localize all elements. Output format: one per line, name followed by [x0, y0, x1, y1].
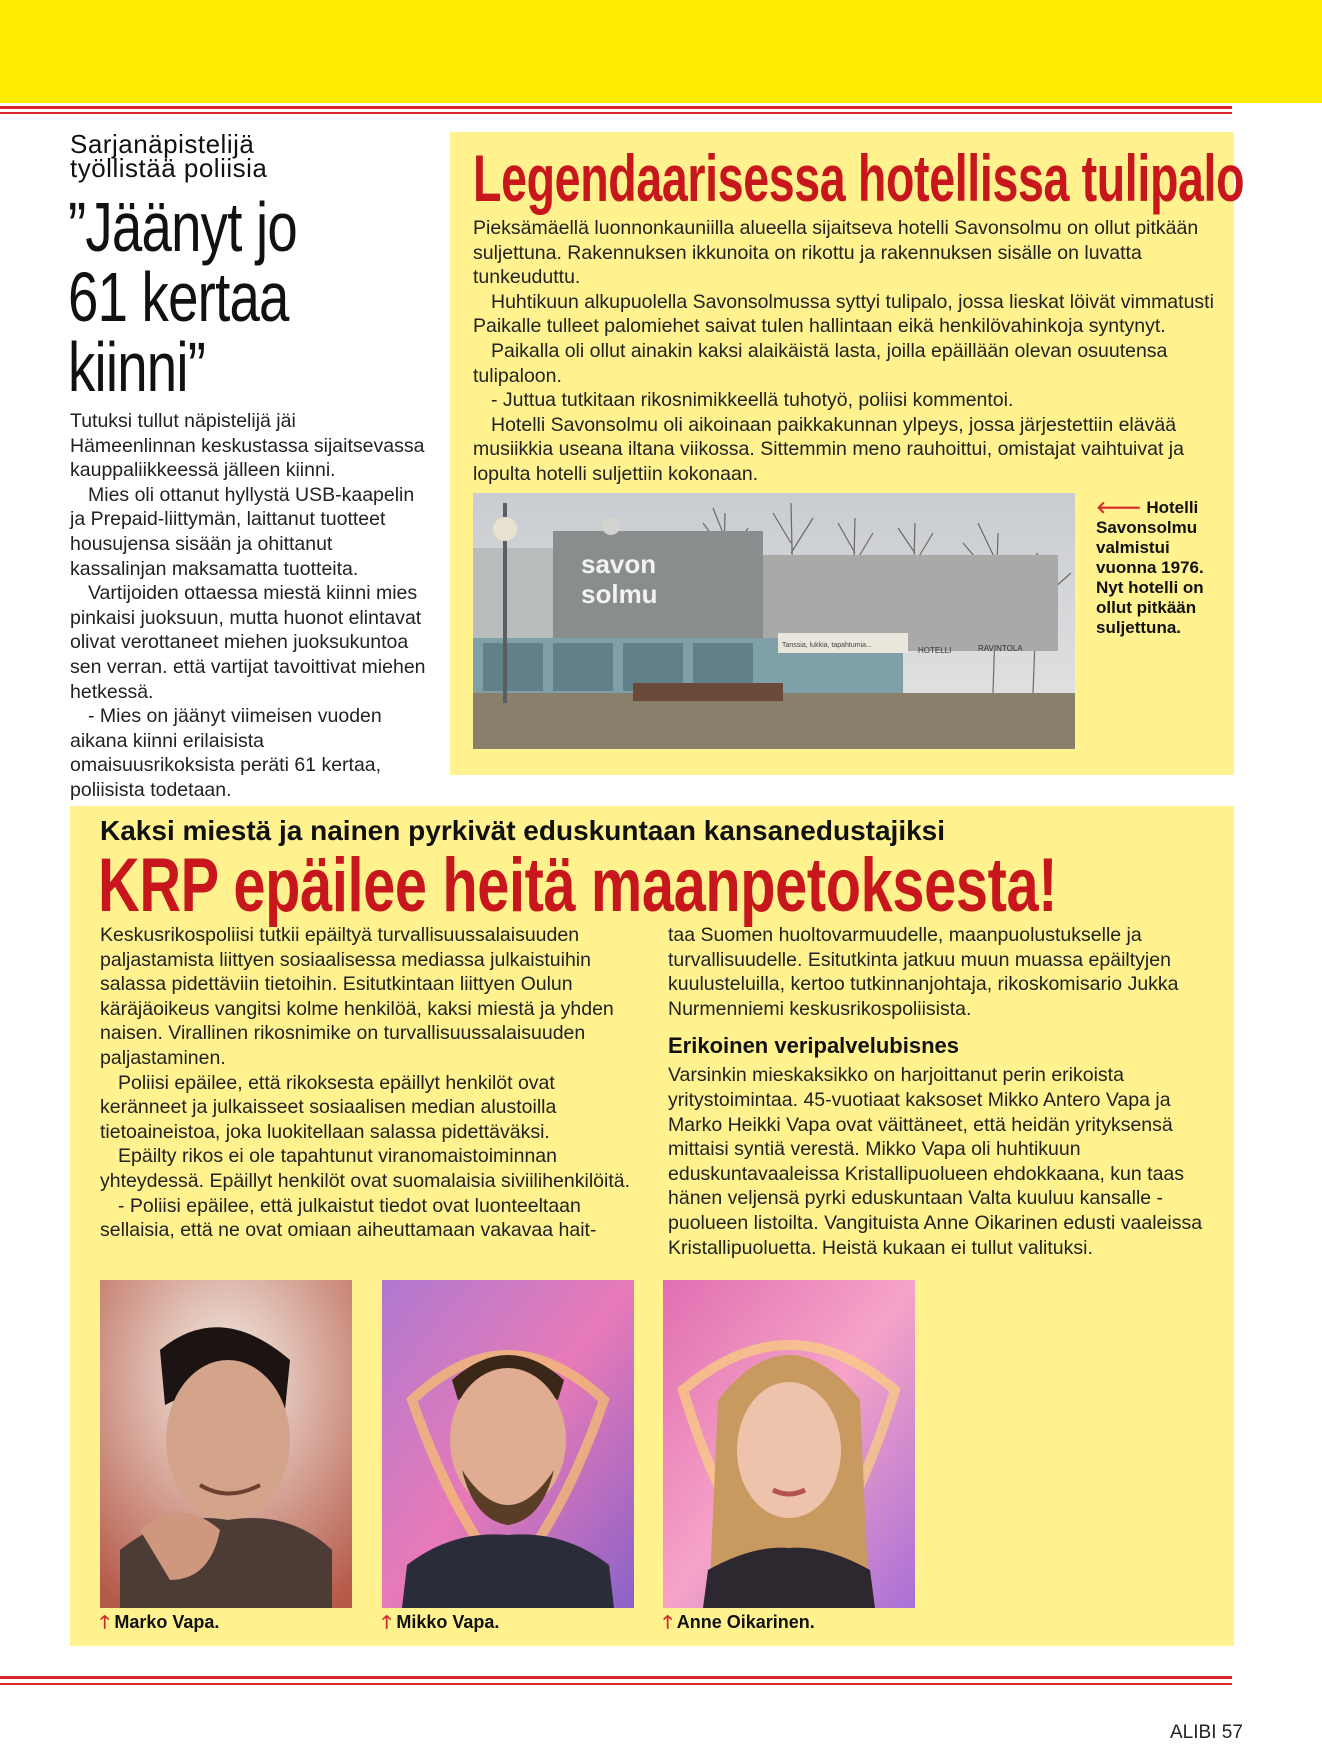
headline-line: ”Jäänyt jo: [68, 188, 297, 266]
headline-line: kiinni”: [68, 328, 206, 406]
top-rule-2: [0, 112, 1232, 114]
portrait-caption: [382, 1610, 499, 1640]
krp-column-1: [100, 923, 632, 1243]
paragraph: taa Suomen huoltovarmuudelle, maanpuolustukselle ja turvallisuudelle. Esitutkinta jatkuu muun muassa epäiltyjen kuulusteluilla, kertoo tutkinnanjohtaja, rikoskomisario Jukka Nurmenniemi keskusrikospoliisista.: [668, 924, 1179, 1020]
top-yellow-band: [0, 0, 1322, 103]
portrait-anne-oikarinen: [663, 1280, 915, 1608]
bottom-rule: [0, 1676, 1232, 1679]
top-rule: [0, 106, 1232, 109]
left-body: [70, 409, 426, 803]
paragraph: Tutuksi tullut näpistelijä jäi Hämeenlinnan keskustassa sijaitsevassa kauppaliikkeessä jälleen kiinni.: [70, 410, 425, 482]
portrait-mikko-vapa: [382, 1280, 634, 1608]
paragraph: Poliisi epäilee, että rikoksesta epäillyt henkilöt ovat keränneet ja julkaisseet sosiaalisen median alustoilla tietoaineistoa, joka luokitellaan salassa pidettäväksi.: [100, 1071, 557, 1143]
paragraph: Epäilty rikos ei ole tapahtunut viranomaistoiminnan yhteydessä. Epäillyt henkilöt ovat suomalaisia siviilihenkilöitä.: [100, 1145, 631, 1192]
left-kicker: [70, 129, 370, 183]
portrait-caption: [663, 1610, 815, 1640]
paragraph: Pieksämäellä luonnonkauniilla alueella sijaitseva hotelli Savonsolmu on ollut pitkään suljettuna. Rakennuksen ikkunoita on rikottu ja rakennuksen sisälle on luvatta tunkeuduttu.: [473, 217, 1199, 289]
kicker-line: työllistää poliisia: [70, 153, 268, 183]
up-arrow-icon: 🡑: [100, 1612, 110, 1632]
left-arrow-icon: 🡐: [1096, 498, 1142, 517]
portrait-caption: [100, 1610, 219, 1640]
bottom-rule-2: [0, 1683, 1232, 1685]
photo-window-text: Tanssia, lukkia, tapahtumia...: [782, 642, 872, 649]
photo-sign-hotelli: HOTELLI: [918, 646, 952, 655]
paragraph: Hotelli Savonsolmu oli aikoinaan paikkakunnan ylpeys, jossa järjestettiin elävää musiikkia useana iltana viikossa. Sittemmin meno rauhoittui, omistajat vaihtuivat ja lopulta hotelli suljettiin kokonaan.: [473, 413, 1184, 485]
krp-column-2: [668, 923, 1212, 1260]
krp-headline: KRP epäilee heitä maanpetoksesta!: [98, 843, 1058, 928]
hotel-photo: [473, 493, 1075, 749]
left-headline: [68, 188, 333, 406]
kicker-line: Sarjanäpistelijä: [70, 129, 255, 159]
photo-sign-savon: savon: [581, 549, 657, 579]
page-number: ALIBI 57: [1170, 1722, 1243, 1743]
hotel-headline: Legendaarisessa hotellissa tulipalo: [473, 141, 1245, 215]
headline-line: 61 kertaa: [68, 258, 289, 336]
caption-text: Marko Vapa.: [114, 1612, 220, 1632]
paragraph: Vartijoiden ottaessa miestä kiinni mies pinkaisi juoksuun, mutta huonot elintavat olivat verottaneet miehen juoksukuntoa sen verran. että vartijat tavoittivat miehen hetkessä.: [70, 582, 426, 703]
paragraph: Keskusrikospoliisi tutkii epäiltyä turvallisuussalaisuuden paljastamista liittyen sosiaalisessa mediassa julkaistuihin salassa pidettäviin tietoihin. Esitutkintaan liittyen Oulun käräjäoikeus vangitsi kolme henkilöä, kaksi miestä ja yhden naisen. Virallinen rikosnimike on turvallisuussalaisuuden paljastaminen.: [100, 924, 614, 1069]
paragraph: Paikalla oli ollut ainakin kaksi alaikäistä lasta, joilla epäillään olevan osuutensa tulipaloon.: [473, 339, 1168, 387]
hotel-body: [473, 216, 1223, 487]
up-arrow-icon: 🡑: [382, 1612, 392, 1632]
hotel-photo-caption: [1096, 498, 1226, 638]
paragraph: - Mies on jäänyt viimeisen vuoden aikana kiinni erilaisista omaisuusrikoksista peräti 61 kertaa, poliisista todetaan.: [70, 705, 382, 801]
paragraph: Varsinkin mieskaksikko on harjoittanut perin erikoista yritystoimintaa. 45-vuotiaat kaksoset Mikko Antero Vapa ja Marko Heikki Vapa ovat väittäneet, että heidän yrityksensä mittaisi syntiä verestä. Mikko Vapa oli huhtikuun eduskuntavaaleissa Kristallipuolueen ehdokkaana, kun taas hänen veljensä pyrki eduskuntaan Valta kuuluu kansalle -puolueen listoilta. Vangituista Anne Oikarinen edusti vaaleissa Kristallipuoluetta. Heistä kukaan ei tullut valituksi.: [668, 1064, 1203, 1259]
paragraph: Mies oli ottanut hyllystä USB-kaapelin ja Prepaid-liittymän, laittanut tuotteet housujensa sisään ja ohittanut kassalinjan maksamatta tuotteita.: [70, 483, 415, 580]
caption-text: Anne Oikarinen.: [676, 1612, 815, 1632]
krp-kicker: Kaksi miestä ja nainen pyrkivät eduskuntaan kansanedustajiksi: [100, 815, 946, 846]
up-arrow-icon: 🡑: [663, 1612, 673, 1632]
paragraph: - Juttua tutkitaan rikosnimikkeellä tuhotyö, poliisi kommentoi.: [491, 389, 1014, 412]
photo-sign-ravintola: RAVINTOLA: [978, 644, 1023, 653]
caption-text: Mikko Vapa.: [396, 1612, 500, 1632]
subheading: Erikoinen veripalvelubisnes: [668, 1033, 960, 1059]
photo-sign-solmu: solmu: [581, 579, 658, 609]
paragraph: Huhtikuun alkupuolella Savonsolmussa syttyi tulipalo, jossa lieskat löivät vimmatusti Paikalle tulleet palomiehet saivat tulen hallintaan eikä henkilövahinkoja syntynyt.: [473, 290, 1214, 338]
paragraph: - Poliisi epäilee, että julkaistut tiedot ovat luonteeltaan sellaisia, että ne ovat omiaan aiheuttamaan vakavaa hait-: [100, 1194, 597, 1242]
caption-text: Hotelli Savonsolmu valmistui vuonna 1976. Nyt hotelli on ollut pitkään suljettuna.: [1096, 498, 1204, 637]
portrait-marko-vapa: [100, 1280, 352, 1608]
